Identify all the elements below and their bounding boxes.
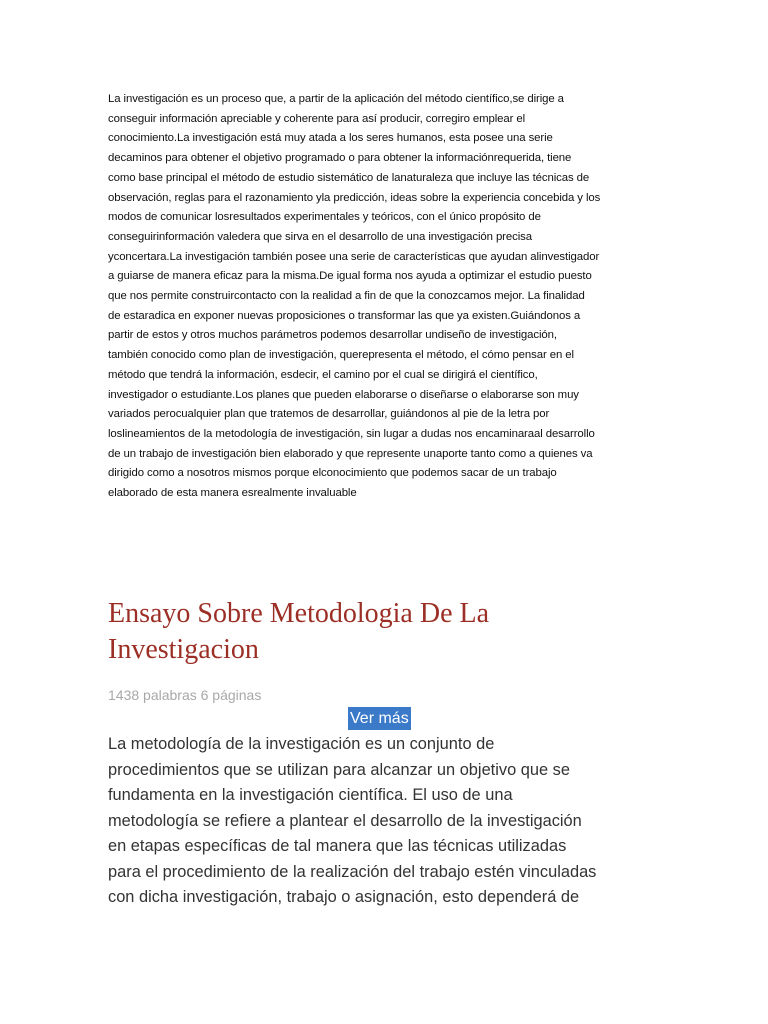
excerpt-line: metodología se refiere a plantear el desarrollo de la investigación: [108, 811, 582, 830]
excerpt-line: La metodología de la investigación es un conjunto de: [108, 735, 495, 753]
essay-title-line: Ensayo Sobre Metodologia De La: [108, 598, 490, 629]
intro-line: que nos permite construircontacto con la realidad a fin de que la conozcamos mejor. La finalidad: [108, 290, 585, 303]
excerpt-line: con dicha investigación, trabajo o asignación, esto dependerá de: [108, 888, 580, 906]
intro-line: elaborado de esta manera esrealmente invaluable: [108, 487, 357, 500]
excerpt-line: procedimientos que se utilizan para alcanzar un objetivo que se: [108, 760, 570, 779]
intro-line: de estaradica en exponer nuevas proposiciones o transformar las que ya existen.Guiándonos a: [108, 309, 581, 322]
intro-line: loslineamientos de la metodología de investigación, sin lugar a dudas nos encaminaraal desarrollo: [108, 427, 595, 440]
intro-line: variados perocualquier plan que tratemos de desarrollar, guiándonos al pie de la letra por: [108, 408, 550, 421]
intro-line: decaminos para obtener el objetivo programado o para obtener la informaciónrequerida, tiene: [108, 152, 572, 165]
intro-line: conocimiento.La investigación está muy atada a los seres humanos, esta posee una serie: [108, 132, 553, 145]
excerpt-line: para el procedimiento de la realización del trabajo estén vinculadas: [108, 862, 597, 881]
essay-excerpt: [108, 732, 668, 911]
intro-line: La investigación es un proceso que, a partir de la aplicación del método científico,se dirige a: [108, 93, 564, 105]
intro-line: partir de estos y otros muchos parámetros podemos desarrollar undiseño de investigación,: [108, 329, 557, 342]
intro-paragraph: [108, 90, 668, 504]
intro-line: observación, reglas para el razonamiento yla predicción, ideas sobre la experiencia concebida y los: [108, 191, 601, 204]
intro-line: conseguirinformación valedera que sirva en el desarrollo de una investigación precisa: [108, 230, 532, 243]
intro-line: método que tendrá la información, esdecir, el camino por el cual se dirigirá el científico,: [108, 368, 538, 381]
intro-line: de un trabajo de investigación bien elaborado y que represente unaporte tanto como a quienes va: [108, 447, 593, 460]
ver-mas-button[interactable]: Ver más: [348, 707, 411, 730]
intro-line: investigador o estudiante.Los planes que pueden elaborarse o diseñarse o elaborarse son muy: [108, 388, 579, 401]
essay-meta: 1438 palabras 6 páginas: [108, 687, 262, 703]
intro-line: como base principal el método de estudio sistemático de lanaturaleza que incluye las técnicas de: [108, 171, 590, 184]
intro-line: yconcertara.La investigación también posee una serie de características que ayudan alinvestigador: [108, 250, 600, 263]
excerpt-line: en etapas específicas de tal manera que las técnicas utilizadas: [108, 837, 567, 855]
intro-line: dirigido como a nosotros mismos porque elconocimiento que podemos sacar de un trabajo: [108, 467, 557, 480]
intro-line: también conocido como plan de investigación, querepresenta el método, el cómo pensar en el: [108, 349, 574, 362]
intro-line: a guiarse de manera eficaz para la misma.De igual forma nos ayuda a optimizar el estudio puesto: [108, 270, 592, 283]
essay-title[interactable]: [108, 596, 668, 668]
essay-title-line: Investigacion: [108, 634, 259, 665]
intro-line: modos de comunicar losresultados experimentales y teóricos, con el único propósito de: [108, 211, 541, 224]
intro-line: conseguir información apreciable y coherente para así producir, corregiro emplear el: [108, 112, 526, 125]
excerpt-line: fundamenta en la investigación científica. El uso de una: [108, 786, 513, 804]
